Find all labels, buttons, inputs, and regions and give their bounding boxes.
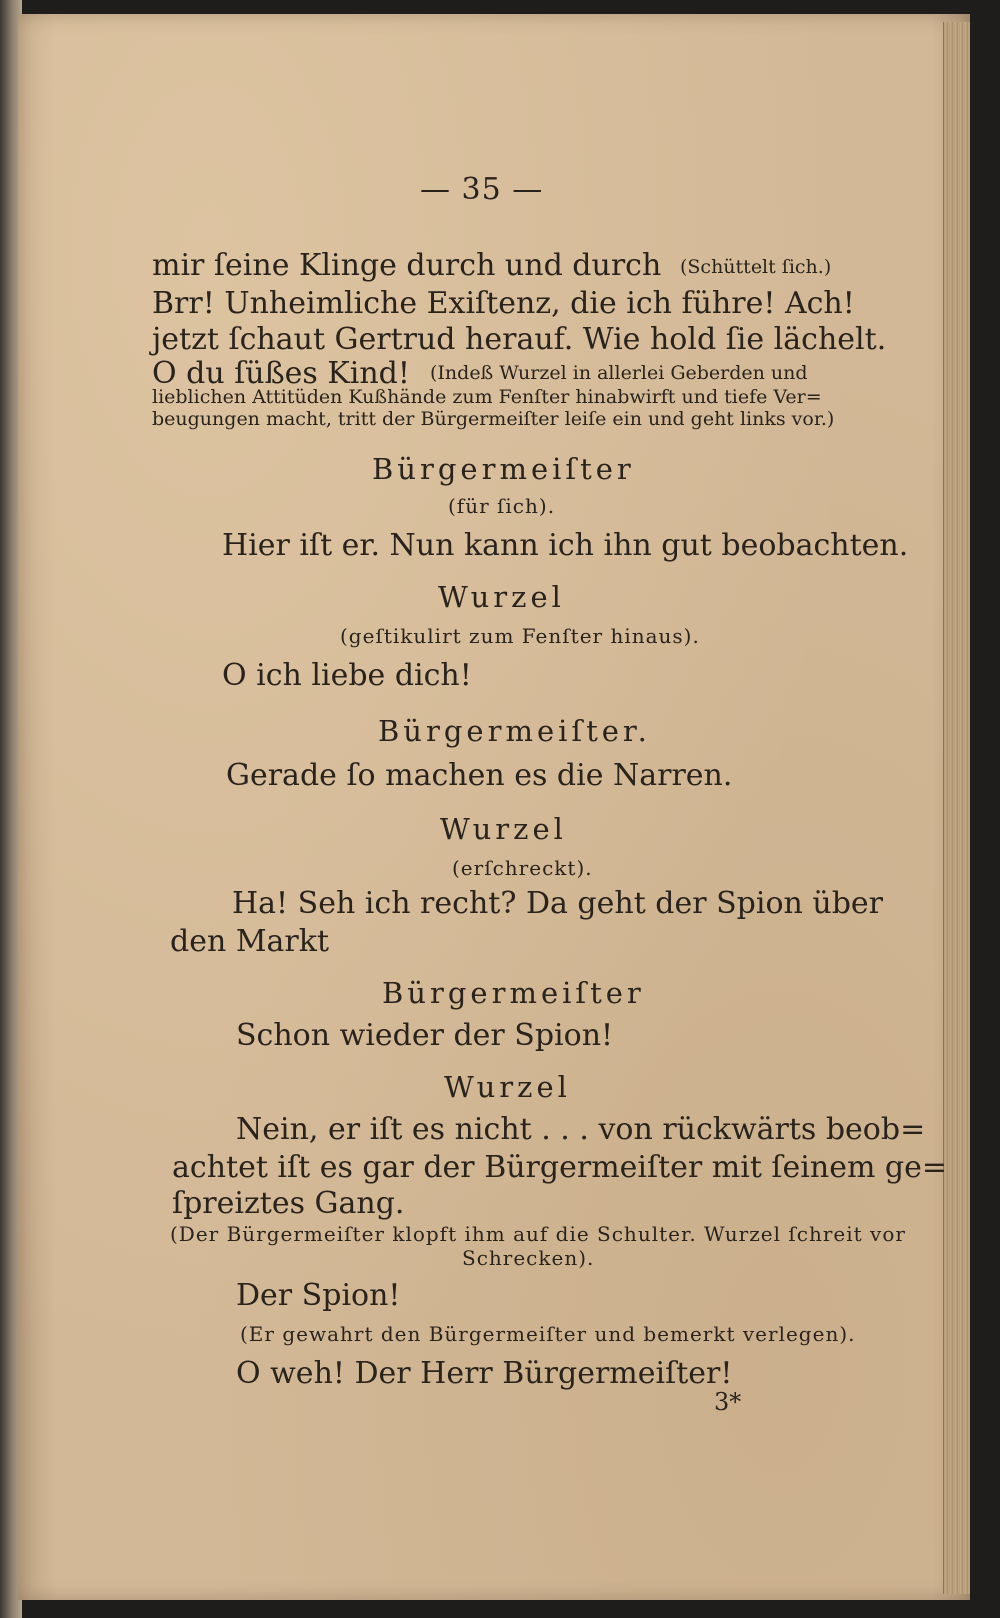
dialogue-line: Schon wieder der Spion! xyxy=(236,1018,614,1053)
dialogue-line: achtet iſt es gar der Bürgermeiſter mit ſeinem ge= xyxy=(172,1150,948,1185)
dialogue-line: Gerade ſo machen es die Narren. xyxy=(226,758,733,793)
body-text-line: O du ſüßes Kind! xyxy=(152,356,410,391)
stage-direction: (Er gewahrt den Bürgermeiſter und bemerkt verlegen). xyxy=(240,1322,856,1346)
dialogue-line: Der Spion! xyxy=(236,1278,401,1313)
speaker-name: Bürgermeiſter xyxy=(382,976,645,1010)
dialogue-line: O ich liebe dich! xyxy=(222,658,472,693)
dialogue-line: O weh! Der Herr Bürgermeiſter! xyxy=(236,1356,733,1391)
stage-direction: (erſchreckt). xyxy=(452,856,593,880)
stage-direction: Schrecken). xyxy=(462,1246,595,1270)
body-text-line: (Indeß Wurzel in allerlei Geberden und xyxy=(430,362,808,384)
dialogue-line: Nein, er iſt es nicht . . . von rückwärts beob= xyxy=(236,1112,926,1147)
body-text-line: jetzt ſchaut Gertrud herauf. Wie hold ſie lächelt. xyxy=(152,322,887,357)
body-text-line: mir ſeine Klinge durch und durch xyxy=(152,248,662,283)
dialogue-line: ſpreiztes Gang. xyxy=(172,1186,405,1221)
speaker-name: Bürgermeiſter. xyxy=(378,714,651,748)
stage-direction: (geſtikulirt zum Fenſter hinaus). xyxy=(340,624,700,648)
page-edges xyxy=(943,22,970,1594)
speaker-name: Wurzel xyxy=(440,812,567,846)
signature-mark: 3* xyxy=(714,1388,742,1416)
stage-direction: (für ſich). xyxy=(448,494,556,518)
body-text-line: Brr! Unheimliche Exiſtenz, die ich führe! Ach! xyxy=(152,286,855,321)
body-text-line: lieblichen Attitüden Kußhände zum Fenſter hinabwirft und tiefe Ver= xyxy=(152,386,822,408)
speaker-name: Bürgermeiſter xyxy=(372,452,635,486)
dialogue-line: Hier iſt er. Nun kann ich ihn gut beobachten. xyxy=(222,528,909,563)
body-text-line: (Schüttelt ſich.) xyxy=(680,256,832,278)
dialogue-line: Ha! Seh ich recht? Da geht der Spion über xyxy=(232,886,884,921)
stage-direction: (Der Bürgermeiſter klopft ihm auf die Schulter. Wurzel ſchreit vor xyxy=(170,1222,906,1246)
speaker-name: Wurzel xyxy=(444,1070,571,1104)
page-number: — 35 — xyxy=(420,172,544,207)
body-text-line: beugungen macht, tritt der Bürgermeiſter leiſe ein und geht links vor.) xyxy=(152,408,835,430)
dialogue-line: den Markt xyxy=(170,924,329,959)
speaker-name: Wurzel xyxy=(438,580,565,614)
